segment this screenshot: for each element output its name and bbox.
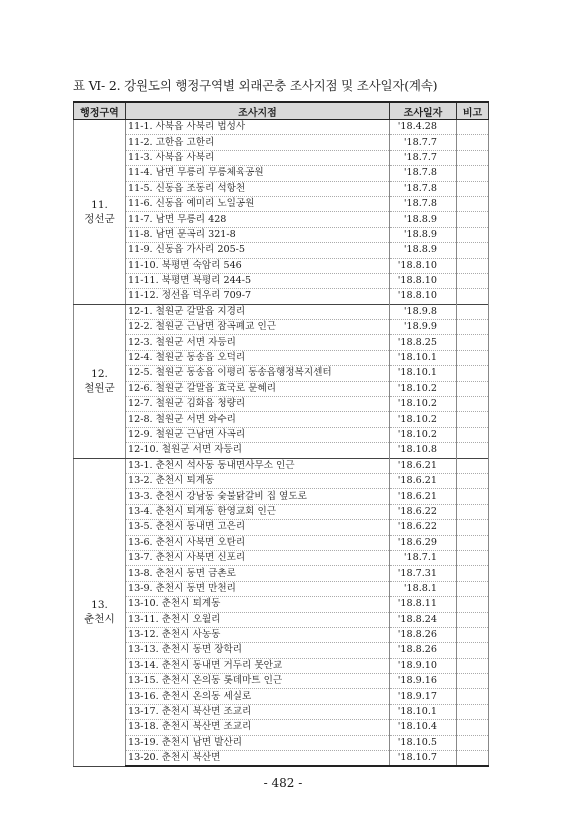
table-row: [74, 520, 489, 535]
table-row: [74, 504, 489, 519]
table-row: [74, 627, 489, 642]
note-cell: [457, 243, 489, 258]
region-name: 춘천시: [84, 613, 115, 626]
date-cell: '18.8.1: [390, 581, 457, 596]
note-cell: [457, 381, 489, 396]
note-cell: [457, 520, 489, 535]
date-cell: '18.8.10: [390, 273, 457, 288]
site-cell: 11-12. 정선읍 덕우리 709-7: [126, 289, 390, 304]
date-cell: '18.7.8: [390, 166, 457, 181]
note-cell: [457, 704, 489, 719]
table-row: [74, 350, 489, 365]
note-cell: [457, 196, 489, 211]
date-cell: '18.8.26: [390, 643, 457, 658]
site-cell: 13-4. 춘천시 퇴계동 한영교회 인근: [126, 504, 390, 519]
note-cell: [457, 350, 489, 365]
page-number: - 482 -: [263, 776, 303, 790]
site-cell: 12-5. 철원군 동송읍 이평리 동송읍행정복지센터: [126, 366, 390, 381]
table-row: [74, 473, 489, 488]
site-cell: 12-9. 철원군 근남면 사곡리: [126, 427, 390, 442]
date-cell: '18.8.10: [390, 258, 457, 273]
table-row: [74, 227, 489, 242]
date-cell: '18.7.8: [390, 181, 457, 196]
note-cell: [457, 535, 489, 550]
note-cell: [457, 489, 489, 504]
site-cell: 11-7. 남면 무릉리 428: [126, 212, 390, 227]
site-cell: 11-11. 북평면 북평리 244-5: [126, 273, 390, 288]
date-cell: '18.8.9: [390, 227, 457, 242]
date-cell: '18.10.2: [390, 381, 457, 396]
site-cell: 11-1. 사북읍 사북리 법성사: [126, 120, 390, 135]
note-cell: [457, 674, 489, 689]
site-cell: 12-2. 철원군 근남면 잠곡폐교 인근: [126, 320, 390, 335]
table-caption: 표 Ⅵ- 2. 강원도의 행정구역별 외래곤충 조사지점 및 조사일자(계속): [73, 78, 438, 93]
note-cell: [457, 412, 489, 427]
note-cell: [457, 120, 489, 135]
note-cell: [457, 289, 489, 304]
region-number: 11.: [91, 198, 108, 211]
table-row: [74, 751, 489, 767]
note-cell: [457, 166, 489, 181]
table-row: [74, 458, 489, 473]
note-cell: [457, 720, 489, 735]
table-row: [74, 243, 489, 258]
site-cell: 13-17. 춘천시 북산면 조교리: [126, 704, 390, 719]
date-cell: '18.9.10: [390, 658, 457, 673]
site-cell: 11-10. 북평면 숙암리 546: [126, 258, 390, 273]
note-cell: [457, 150, 489, 165]
date-cell: '18.7.1: [390, 550, 457, 565]
table-row: [74, 258, 489, 273]
site-cell: 12-4. 철원군 동송읍 오덕리: [126, 350, 390, 365]
table-row: [74, 443, 489, 458]
region-cell: [74, 304, 126, 458]
site-cell: 11-8. 남면 문곡리 321-8: [126, 227, 390, 242]
site-cell: 13-18. 춘천시 북산면 조교리: [126, 720, 390, 735]
note-cell: [457, 643, 489, 658]
date-cell: '18.9.17: [390, 689, 457, 704]
site-cell: 13-12. 춘천시 사농동: [126, 627, 390, 642]
note-cell: [457, 458, 489, 473]
date-cell: '18.6.22: [390, 520, 457, 535]
date-cell: '18.6.22: [390, 504, 457, 519]
date-cell: '18.6.21: [390, 473, 457, 488]
note-cell: [457, 427, 489, 442]
date-cell: '18.10.8: [390, 443, 457, 458]
note-cell: [457, 335, 489, 350]
date-cell: '18.8.24: [390, 612, 457, 627]
table-row: [74, 704, 489, 719]
site-cell: 13-2. 춘천시 퇴계동: [126, 473, 390, 488]
note-cell: [457, 627, 489, 642]
note-cell: [457, 181, 489, 196]
region-name: 철원군: [84, 382, 115, 395]
date-cell: '18.10.2: [390, 427, 457, 442]
site-cell: 13-20. 춘천시 북산면: [126, 751, 390, 767]
survey-table: [73, 101, 489, 767]
date-cell: '18.10.1: [390, 350, 457, 365]
note-cell: [457, 366, 489, 381]
header-row: [74, 102, 489, 120]
region-number: 13.: [91, 599, 108, 612]
date-cell: '18.8.11: [390, 597, 457, 612]
date-cell: '18.8.10: [390, 289, 457, 304]
table-row: [74, 658, 489, 673]
date-cell: '18.10.1: [390, 366, 457, 381]
table-row: [74, 397, 489, 412]
region-cell: [74, 458, 126, 766]
site-cell: 13-19. 춘천시 남면 발산리: [126, 735, 390, 750]
table-row: [74, 181, 489, 196]
site-cell: 12-10. 철원군 서면 자등리: [126, 443, 390, 458]
site-cell: 11-5. 신동읍 조동리 석항천: [126, 181, 390, 196]
region-cell: [74, 120, 126, 305]
date-cell: '18.8.9: [390, 243, 457, 258]
region-name: 정선군: [84, 212, 115, 225]
table-row: [74, 612, 489, 627]
note-cell: [457, 581, 489, 596]
table-row: [74, 150, 489, 165]
table-row: [74, 689, 489, 704]
note-cell: [457, 320, 489, 335]
table-row: [74, 643, 489, 658]
note-cell: [457, 751, 489, 767]
date-cell: '18.10.2: [390, 397, 457, 412]
date-cell: '18.10.2: [390, 412, 457, 427]
note-cell: [457, 566, 489, 581]
table-row: [74, 320, 489, 335]
table-row: [74, 535, 489, 550]
date-cell: '18.10.4: [390, 720, 457, 735]
site-cell: 13-7. 춘천시 사북면 신포리: [126, 550, 390, 565]
note-cell: [457, 658, 489, 673]
region-number: 12.: [91, 368, 108, 381]
note-cell: [457, 212, 489, 227]
note-cell: [457, 304, 489, 319]
table-row: [74, 581, 489, 596]
site-cell: 13-13. 춘천시 동면 장학리: [126, 643, 390, 658]
table-row: [74, 366, 489, 381]
site-cell: 12-6. 철원군 갈말읍 효국로 문혜리: [126, 381, 390, 396]
date-cell: '18.6.21: [390, 458, 457, 473]
header-region: 행정구역: [74, 102, 126, 120]
date-cell: '18.9.8: [390, 304, 457, 319]
site-cell: 12-3. 철원군 서면 자등리: [126, 335, 390, 350]
site-cell: 12-7. 철원군 김화읍 청량리: [126, 397, 390, 412]
site-cell: 12-1. 철원군 갈말읍 지경리: [126, 304, 390, 319]
site-cell: 13-10. 춘천시 퇴계동: [126, 597, 390, 612]
table-row: [74, 273, 489, 288]
note-cell: [457, 473, 489, 488]
site-cell: 13-6. 춘천시 사북면 오탄리: [126, 535, 390, 550]
table-row: [74, 304, 489, 319]
site-cell: 11-4. 남면 무릉리 무릉체육공원: [126, 166, 390, 181]
note-cell: [457, 612, 489, 627]
date-cell: '18.7.7: [390, 150, 457, 165]
note-cell: [457, 443, 489, 458]
site-cell: 11-2. 고한읍 고한리: [126, 135, 390, 150]
table-row: [74, 381, 489, 396]
note-cell: [457, 135, 489, 150]
table-row: [74, 720, 489, 735]
site-cell: 13-9. 춘천시 동면 만천리: [126, 581, 390, 596]
date-cell: '18.8.25: [390, 335, 457, 350]
table-row: [74, 289, 489, 304]
table-row: [74, 120, 489, 135]
table-row: [74, 212, 489, 227]
table-row: [74, 674, 489, 689]
date-cell: '18.10.1: [390, 704, 457, 719]
table-row: [74, 135, 489, 150]
date-cell: '18.4.28: [390, 120, 457, 135]
note-cell: [457, 258, 489, 273]
note-cell: [457, 550, 489, 565]
site-cell: 11-3. 사북읍 사북리: [126, 150, 390, 165]
site-cell: 13-15. 춘천시 온의동 롯데마트 인근: [126, 674, 390, 689]
site-cell: 13-3. 춘천시 강남동 숯불닭갈비 집 옆도로: [126, 489, 390, 504]
site-cell: 12-8. 철원군 서면 와수리: [126, 412, 390, 427]
date-cell: '18.10.7: [390, 751, 457, 767]
header-site: 조사지점: [126, 102, 390, 120]
date-cell: '18.6.21: [390, 489, 457, 504]
table-row: [74, 427, 489, 442]
date-cell: '18.8.9: [390, 212, 457, 227]
date-cell: '18.10.5: [390, 735, 457, 750]
date-cell: '18.7.8: [390, 196, 457, 211]
note-cell: [457, 689, 489, 704]
table-row: [74, 550, 489, 565]
table-row: [74, 735, 489, 750]
date-cell: '18.9.16: [390, 674, 457, 689]
table-body: [74, 120, 489, 767]
date-cell: '18.7.31: [390, 566, 457, 581]
table-row: [74, 166, 489, 181]
site-cell: 13-14. 춘천시 동내면 거두리 못안교: [126, 658, 390, 673]
site-cell: 11-6. 신동읍 예미리 노일공원: [126, 196, 390, 211]
date-cell: '18.7.7: [390, 135, 457, 150]
site-cell: 11-9. 신동읍 가사리 205-5: [126, 243, 390, 258]
table-row: [74, 196, 489, 211]
note-cell: [457, 273, 489, 288]
header-note: 비고: [457, 102, 489, 120]
site-cell: 13-16. 춘천시 온의동 세실로: [126, 689, 390, 704]
table-row: [74, 597, 489, 612]
site-cell: 13-11. 춘천시 오월리: [126, 612, 390, 627]
header-date: 조사일자: [390, 102, 457, 120]
table-row: [74, 412, 489, 427]
date-cell: '18.8.26: [390, 627, 457, 642]
site-cell: 13-5. 춘천시 동내면 고은리: [126, 520, 390, 535]
note-cell: [457, 597, 489, 612]
note-cell: [457, 397, 489, 412]
note-cell: [457, 227, 489, 242]
note-cell: [457, 504, 489, 519]
table-row: [74, 566, 489, 581]
site-cell: 13-1. 춘천시 석사동 동내면사무소 인근: [126, 458, 390, 473]
table-row: [74, 335, 489, 350]
note-cell: [457, 735, 489, 750]
date-cell: '18.6.29: [390, 535, 457, 550]
date-cell: '18.9.9: [390, 320, 457, 335]
table-row: [74, 489, 489, 504]
site-cell: 13-8. 춘천시 동면 금촌로: [126, 566, 390, 581]
